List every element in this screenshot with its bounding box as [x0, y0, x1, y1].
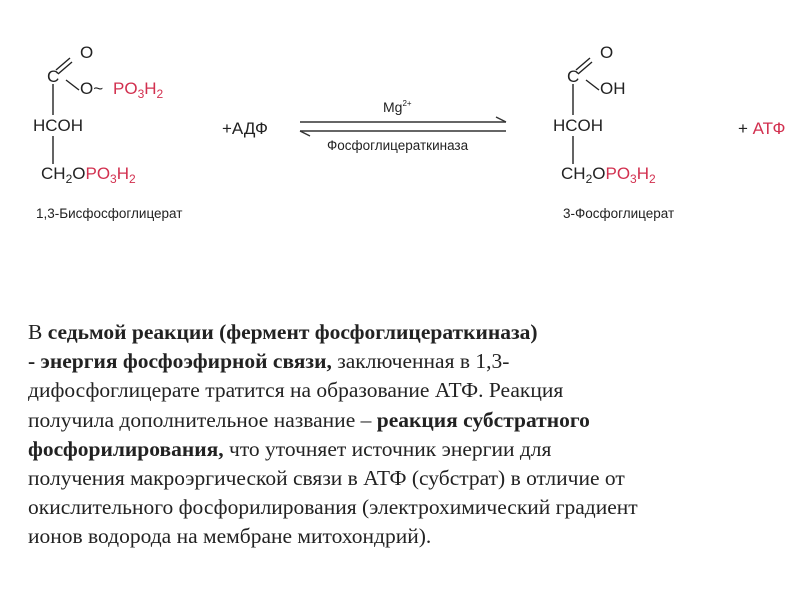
right-carbon: C [567, 67, 580, 86]
paragraph-line-7: окислительного фосфорилирования (электрохимический градиент [28, 495, 638, 520]
paragraph-line-4: получила дополнительное название – реакция субстратного [28, 407, 590, 432]
paragraph-line-3: дифосфоглицерате тратится на образование АТФ. Реакция [28, 378, 564, 403]
enzyme-label: Фосфоглицераткиназа [327, 138, 469, 153]
right-ch2o-group: $CH_2OPO_3H_2$ [561, 164, 656, 186]
right-carbonyl-oxygen: O [600, 43, 614, 62]
left-ester-oxygen: O~ [80, 79, 104, 98]
ch2-subscript: 2 [65, 172, 73, 186]
paragraph-line-6: получения макроэргической связи в АТФ (субстрат) в отличие от [28, 466, 625, 491]
left-phosphate-2: $PO_3H_2$ [85, 164, 136, 186]
plus-sign: + [738, 119, 748, 138]
po3-subscript: 3 [137, 87, 145, 101]
left-carbonyl-oxygen: O [80, 43, 94, 62]
emphasis-seventh-reaction: седьмой реакции (фермент фосфоглицераткиназа) [47, 320, 538, 344]
paragraph-line-5: фосфорилирования, что уточняет источник энергии для [28, 436, 552, 461]
emphasis-phosphorylation: фосфорилирования, [28, 436, 224, 461]
left-double-bond-b [58, 62, 72, 74]
o-text: O [72, 164, 86, 183]
forward-arrow-head [496, 117, 506, 122]
paragraph-line-1: В седьмой реакции (фермент фосфоглицераткиназа) [28, 320, 538, 344]
plus-adp: +АДФ [222, 119, 268, 138]
emphasis-phosphoester-energy: - энергия фосфоэфирной связи, [28, 349, 332, 374]
paragraph-line-2: - энергия фосфоэфирной связи, заключенная в 1,3- [28, 349, 510, 374]
left-molecule-caption: 1,3-Бисфосфоглицерат [36, 206, 183, 221]
catalyst-superscript: 2+ [402, 99, 412, 108]
left-carbon: C [47, 67, 60, 86]
reverse-arrow-head [300, 131, 310, 136]
right-double-bond-b [578, 62, 592, 74]
left-phosphate-1 [113, 79, 164, 101]
ch-text: CH [41, 164, 66, 183]
left-hcoh: HCOH [33, 116, 84, 135]
description-paragraph [28, 318, 788, 552]
emphasis-substrate-reaction: реакция субстратного [376, 407, 590, 432]
paragraph-line-8: ионов водорода на мембране митохондрий). [28, 524, 432, 549]
right-phosphate: $PO_3H_2$ [605, 164, 656, 186]
right-c-oh-bond [586, 80, 599, 90]
right-molecule-caption: 3-Фосфоглицерат [563, 206, 675, 221]
left-c-o-bond [66, 80, 79, 90]
right-hcoh: HCOH [553, 116, 604, 135]
catalyst-label: $Mg^{2+}$ [383, 99, 412, 115]
atp-label: АТФ [752, 119, 786, 138]
right-hydroxyl: OH [600, 79, 626, 98]
left-ch2o-group [41, 164, 136, 186]
h2-text: H [144, 79, 157, 98]
h2-subscript: 2 [156, 87, 164, 101]
po3-text: PO [113, 79, 138, 98]
plus-atp [738, 119, 785, 139]
